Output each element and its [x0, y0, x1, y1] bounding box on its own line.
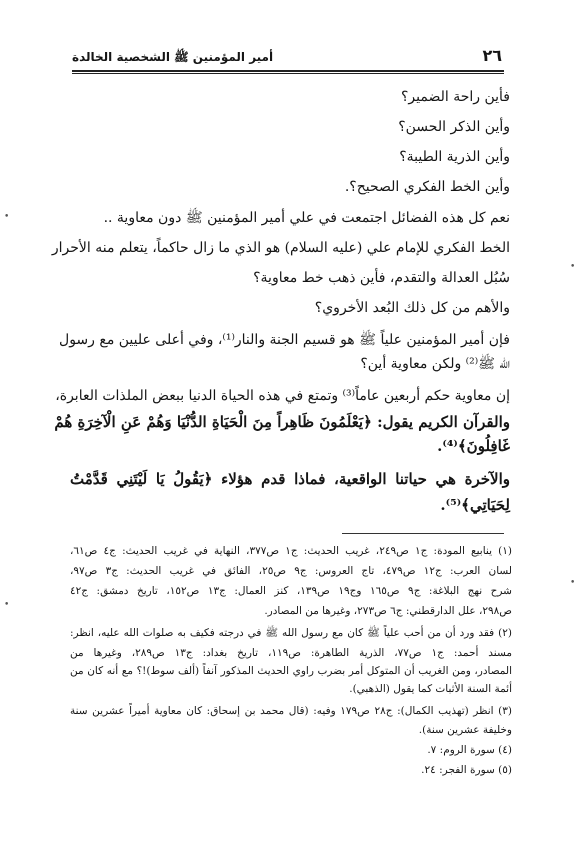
body-line: فأين راحة الضمير؟	[401, 89, 510, 105]
body-line: الخط الفكري للإمام علي (عليه السلام) هو الذي ما زال حاكماً، يتعلم منه الأحرار	[51, 240, 510, 256]
running-title: أمير المؤمنين ﷺ الشخصية الخالدة	[72, 50, 274, 64]
footnote-line: (٤) سورة الروم: ٧.	[427, 744, 512, 756]
scan-speck: •	[570, 262, 576, 272]
quran-verse-line: والآخرة هي حياتنا الواقعية، فماذا قدم هؤلاء ﴿يَقُولُ يَا لَيْتَنِي قَدَّمْتُ	[70, 470, 510, 488]
body-line: والأهم من كل ذلك البُعد الأخروي؟	[314, 300, 510, 316]
quran-verse-line: لِحَيَاتِي﴾⁽⁵⁾.	[440, 496, 510, 514]
body-line: الله ﷺ⁽²⁾ ولكن معاوية أين؟	[360, 356, 510, 372]
body-line: وأين الخط الفكري الصحيح؟.	[344, 179, 510, 195]
footnote-line: أئمة السنة الأثبات كما يقول (الذهبي).	[349, 683, 512, 695]
footnote-line: (٣) انظر (تهذيب الكمال): ج٢٨ ص١٧٩ وفيه: (قال محمد بن إسحاق: كان معاوية أميراً عشرين سنة	[70, 705, 512, 717]
footnote-line: المصادر، ومن الغريب أن المتوكل أمر بضرب راوي الحديث المذكور آنفاً (ألف سوط)!؟ مع أنه كان من	[70, 665, 512, 677]
footnote-line: لسان العرب: ج١٢ ص٤٧٩، تاج العروس: ج٩ ص٢٥، الفائق في غريب الحديث: ج٣ ص٩٧،	[70, 565, 512, 577]
quran-verse-line: والقرآن الكريم يقول: ﴿يَعْلَمُونَ ظَاهِراً مِنَ الْحَيَاةِ الدُّنْيَا وَهُمْ عَنِ الْآخِرَةِ هُمْ	[54, 413, 510, 431]
scan-speck: •	[570, 578, 576, 588]
footnote-line: (٢) فقد ورد أن من أحب علياً ﷺ كان مع رسول الله ﷺ في درجته فكيف به صلوات الله عليه، انظر:	[70, 627, 512, 639]
scan-speck: •	[4, 600, 10, 610]
body-line: وأين الذكر الحسن؟	[398, 119, 510, 135]
page-header	[72, 46, 504, 68]
footnote-line: (١) ينابيع المودة: ج١ ص٢٤٩، غريب الحديث: ج١ ص٣٧٧، النهاية في غريب الحديث: ج٤ ص٦١،	[70, 545, 513, 557]
body-line: وأين الذرية الطيبة؟	[399, 149, 510, 165]
footnote-separator	[342, 533, 504, 534]
footnote-line: ص٢٩٨، علل الدارقطني: ج٦ ص٢٧٣، وغيرها من المصادر.	[264, 605, 512, 617]
body-line: نعم كل هذه الفضائل اجتمعت في علي أمير المؤمنين ﷺ دون معاوية ..	[103, 210, 510, 226]
body-line: سُبُل العدالة والتقدم، فأين ذهب خط معاوية؟	[253, 270, 510, 286]
scan-speck: •	[4, 212, 10, 222]
header-rule	[72, 70, 504, 74]
page-number: ٢٦	[482, 46, 502, 65]
body-line: إن معاوية حكم أربعين عاماً⁽³⁾ وتمتع في هذه الحياة الدنيا ببعض الملذات العابرة،	[55, 388, 510, 404]
footnote-line: (٥) سورة الفجر: ٢٤.	[421, 764, 512, 776]
footnote-line: شرح نهج البلاغة: ج٩ ص١٦٥ وج١٩ ص١٣٩، كنز العمال: ج١٣ ص١٥٢، تاريخ دمشق: ج٤٢	[70, 585, 512, 597]
footnote-line: وخليفة عشرين سنة).	[418, 724, 512, 736]
footnote-line: مسند أحمد: ج١ ص٧٧، الذرية الطاهرة: ص١١٩، تاريخ بغداد: ج١٣ ص٢٨٩، وغيرها من	[70, 647, 512, 659]
body-line: فإن أمير المؤمنين علياً ﷺ هو قسيم الجنة والنار⁽¹⁾، وفي أعلى عليين مع رسول	[59, 332, 510, 348]
quran-verse-line: غَافِلُونَ﴾⁽⁴⁾.	[437, 437, 510, 455]
